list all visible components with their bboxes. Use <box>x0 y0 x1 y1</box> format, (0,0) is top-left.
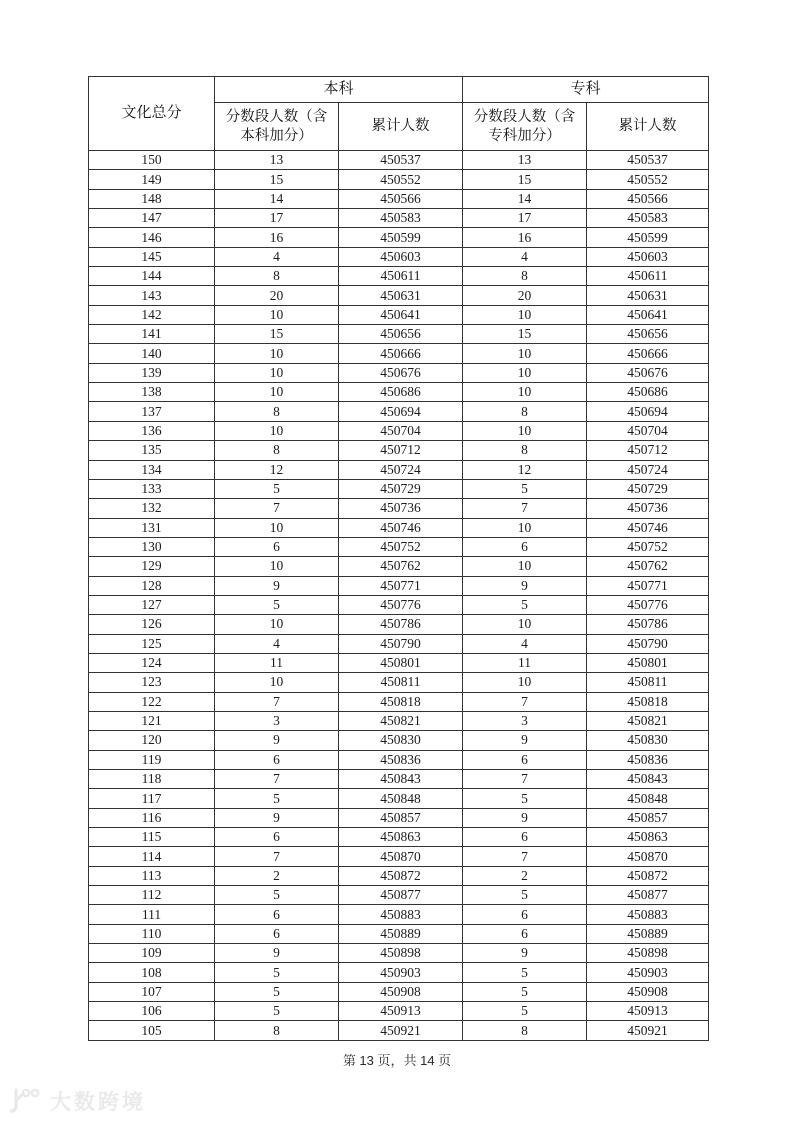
page-number-footer: 第 13 页，共 14 页 <box>342 1053 452 1068</box>
jc-cumulative-cell: 450848 <box>587 789 709 808</box>
table-row <box>89 228 709 247</box>
ug-segment-count-cell: 5 <box>215 963 339 982</box>
table-row <box>89 441 709 460</box>
ug-cumulative-cell: 450676 <box>339 363 463 382</box>
jc-cumulative-cell: 450611 <box>587 267 709 286</box>
jc-cumulative-cell: 450729 <box>587 479 709 498</box>
ug-cumulative-cell: 450762 <box>339 557 463 576</box>
score-cell: 108 <box>89 963 215 982</box>
ug-cumulative-cell: 450877 <box>339 886 463 905</box>
jc-cumulative-cell: 450712 <box>587 441 709 460</box>
ug-segment-count-cell: 6 <box>215 905 339 924</box>
score-cell: 138 <box>89 383 215 402</box>
ug-segment-count-cell: 15 <box>215 325 339 344</box>
ug-cumulative-cell: 450830 <box>339 731 463 750</box>
table-row <box>89 421 709 440</box>
table-row <box>89 944 709 963</box>
score-cell: 131 <box>89 518 215 537</box>
table-row <box>89 286 709 305</box>
ug-cumulative-cell: 450843 <box>339 770 463 789</box>
ug-cumulative-cell: 450921 <box>339 1021 463 1040</box>
ug-segment-count-cell: 13 <box>215 151 339 170</box>
jc-segment-count-cell: 10 <box>463 363 587 382</box>
jc-segment-count-cell: 8 <box>463 402 587 421</box>
score-cell: 128 <box>89 576 215 595</box>
jc-segment-count-cell: 10 <box>463 421 587 440</box>
score-cell: 149 <box>89 170 215 189</box>
ug-segment-count-cell: 16 <box>215 228 339 247</box>
table-row <box>89 595 709 614</box>
ug-segment-count-cell: 4 <box>215 247 339 266</box>
score-cell: 144 <box>89 267 215 286</box>
table-row <box>89 170 709 189</box>
jc-segment-count-cell: 7 <box>463 847 587 866</box>
ug-cumulative-cell: 450898 <box>339 944 463 963</box>
jc-segment-count-cell: 6 <box>463 828 587 847</box>
jc-cumulative-cell: 450790 <box>587 634 709 653</box>
jc-cumulative-cell: 450786 <box>587 615 709 634</box>
table-row <box>89 750 709 769</box>
jc-cumulative-cell: 450752 <box>587 537 709 556</box>
ug-segment-count-cell: 5 <box>215 789 339 808</box>
jc-segment-count-cell: 9 <box>463 731 587 750</box>
jc-cumulative-cell: 450704 <box>587 421 709 440</box>
jc-cumulative-cell: 450686 <box>587 383 709 402</box>
ug-cumulative-cell: 450736 <box>339 499 463 518</box>
ug-cumulative-cell: 450712 <box>339 441 463 460</box>
jc-cumulative-cell: 450872 <box>587 866 709 885</box>
score-cell: 122 <box>89 692 215 711</box>
column-header-total-score: 文化总分 <box>89 77 215 151</box>
score-cell: 127 <box>89 595 215 614</box>
score-cell: 115 <box>89 828 215 847</box>
ug-cumulative-cell: 450686 <box>339 383 463 402</box>
jc-cumulative-cell: 450818 <box>587 692 709 711</box>
jc-cumulative-cell: 450603 <box>587 247 709 266</box>
ug-segment-count-cell: 9 <box>215 576 339 595</box>
ug-segment-count-cell: 7 <box>215 847 339 866</box>
table-row <box>89 828 709 847</box>
jc-segment-count-cell: 16 <box>463 228 587 247</box>
jc-segment-count-cell: 9 <box>463 576 587 595</box>
table-row <box>89 963 709 982</box>
score-cell: 120 <box>89 731 215 750</box>
jc-cumulative-cell: 450666 <box>587 344 709 363</box>
ug-cumulative-cell: 450771 <box>339 576 463 595</box>
jc-segment-count-cell: 4 <box>463 247 587 266</box>
ug-cumulative-cell: 450870 <box>339 847 463 866</box>
score-cell: 126 <box>89 615 215 634</box>
jc-segment-count-cell: 5 <box>463 886 587 905</box>
jc-segment-count-cell: 10 <box>463 673 587 692</box>
jc-cumulative-cell: 450898 <box>587 944 709 963</box>
ug-cumulative-cell: 450818 <box>339 692 463 711</box>
jc-segment-count-cell: 17 <box>463 209 587 228</box>
table-row <box>89 905 709 924</box>
ug-cumulative-cell: 450883 <box>339 905 463 924</box>
ug-segment-count-cell: 5 <box>215 982 339 1001</box>
ug-cumulative-cell: 450903 <box>339 963 463 982</box>
score-cell: 145 <box>89 247 215 266</box>
ug-segment-count-cell: 3 <box>215 711 339 730</box>
table-row <box>89 209 709 228</box>
jc-cumulative-cell: 450599 <box>587 228 709 247</box>
jc-segment-count-cell: 10 <box>463 615 587 634</box>
ug-cumulative-cell: 450583 <box>339 209 463 228</box>
jc-segment-count-cell: 14 <box>463 189 587 208</box>
ug-cumulative-cell: 450552 <box>339 170 463 189</box>
ug-segment-count-cell: 9 <box>215 808 339 827</box>
jc-segment-count-cell: 8 <box>463 1021 587 1040</box>
table-row <box>89 499 709 518</box>
jc-segment-count-cell: 6 <box>463 750 587 769</box>
ug-cumulative-cell: 450848 <box>339 789 463 808</box>
jc-segment-count-cell: 15 <box>463 325 587 344</box>
jc-cumulative-cell: 450724 <box>587 460 709 479</box>
column-header-jc-segment-count: 分数段人数（含专科加分） <box>463 103 587 151</box>
score-cell: 119 <box>89 750 215 769</box>
jc-cumulative-cell: 450811 <box>587 673 709 692</box>
jc-segment-count-cell: 5 <box>463 963 587 982</box>
ug-segment-count-cell: 8 <box>215 441 339 460</box>
table-row <box>89 886 709 905</box>
ug-segment-count-cell: 14 <box>215 189 339 208</box>
score-cell: 112 <box>89 886 215 905</box>
ug-cumulative-cell: 450694 <box>339 402 463 421</box>
score-cell: 141 <box>89 325 215 344</box>
score-cell: 107 <box>89 982 215 1001</box>
jc-segment-count-cell: 5 <box>463 595 587 614</box>
ug-segment-count-cell: 4 <box>215 634 339 653</box>
ug-cumulative-cell: 450857 <box>339 808 463 827</box>
score-cell: 146 <box>89 228 215 247</box>
table-row <box>89 653 709 672</box>
table-row <box>89 460 709 479</box>
jc-cumulative-cell: 450656 <box>587 325 709 344</box>
jc-segment-count-cell: 6 <box>463 924 587 943</box>
ug-cumulative-cell: 450611 <box>339 267 463 286</box>
ug-cumulative-cell: 450836 <box>339 750 463 769</box>
ug-segment-count-cell: 10 <box>215 363 339 382</box>
table-row <box>89 518 709 537</box>
jc-cumulative-cell: 450746 <box>587 518 709 537</box>
jc-cumulative-cell: 450801 <box>587 653 709 672</box>
ug-cumulative-cell: 450863 <box>339 828 463 847</box>
ug-cumulative-cell: 450872 <box>339 866 463 885</box>
jc-cumulative-cell: 450877 <box>587 886 709 905</box>
ug-cumulative-cell: 450537 <box>339 151 463 170</box>
jc-cumulative-cell: 450776 <box>587 595 709 614</box>
ug-segment-count-cell: 9 <box>215 944 339 963</box>
ug-cumulative-cell: 450666 <box>339 344 463 363</box>
jc-segment-count-cell: 9 <box>463 808 587 827</box>
table-row <box>89 479 709 498</box>
ug-cumulative-cell: 450729 <box>339 479 463 498</box>
table-row <box>89 247 709 266</box>
score-cell: 110 <box>89 924 215 943</box>
jc-segment-count-cell: 15 <box>463 170 587 189</box>
jc-cumulative-cell: 450583 <box>587 209 709 228</box>
jc-cumulative-cell: 450676 <box>587 363 709 382</box>
table-header <box>89 77 709 151</box>
table-row <box>89 847 709 866</box>
ug-segment-count-cell: 11 <box>215 653 339 672</box>
table-row <box>89 770 709 789</box>
table-row <box>89 1021 709 1040</box>
jc-segment-count-cell: 10 <box>463 557 587 576</box>
jc-segment-count-cell: 6 <box>463 537 587 556</box>
jc-cumulative-cell: 450537 <box>587 151 709 170</box>
table-row <box>89 866 709 885</box>
jc-segment-count-cell: 8 <box>463 441 587 460</box>
jc-segment-count-cell: 7 <box>463 770 587 789</box>
score-cell: 121 <box>89 711 215 730</box>
jc-segment-count-cell: 3 <box>463 711 587 730</box>
jc-cumulative-cell: 450631 <box>587 286 709 305</box>
table-row <box>89 383 709 402</box>
ug-cumulative-cell: 450599 <box>339 228 463 247</box>
ug-segment-count-cell: 9 <box>215 731 339 750</box>
column-header-ug-cumulative: 累计人数 <box>339 103 463 151</box>
watermark <box>10 1086 146 1116</box>
ug-segment-count-cell: 5 <box>215 1002 339 1021</box>
ug-segment-count-cell: 10 <box>215 421 339 440</box>
ug-segment-count-cell: 6 <box>215 828 339 847</box>
table-row <box>89 363 709 382</box>
ug-segment-count-cell: 10 <box>215 673 339 692</box>
score-cell: 147 <box>89 209 215 228</box>
jc-cumulative-cell: 450857 <box>587 808 709 827</box>
ug-cumulative-cell: 450656 <box>339 325 463 344</box>
table-row <box>89 1002 709 1021</box>
jc-cumulative-cell: 450913 <box>587 1002 709 1021</box>
table-row <box>89 982 709 1001</box>
table-row <box>89 692 709 711</box>
jc-segment-count-cell: 13 <box>463 151 587 170</box>
jc-cumulative-cell: 450552 <box>587 170 709 189</box>
ug-segment-count-cell: 5 <box>215 886 339 905</box>
jc-cumulative-cell: 450908 <box>587 982 709 1001</box>
score-cell: 118 <box>89 770 215 789</box>
jc-segment-count-cell: 8 <box>463 267 587 286</box>
table-row <box>89 344 709 363</box>
jc-cumulative-cell: 450921 <box>587 1021 709 1040</box>
ug-segment-count-cell: 2 <box>215 866 339 885</box>
jc-segment-count-cell: 5 <box>463 982 587 1001</box>
score-cell: 113 <box>89 866 215 885</box>
jc-cumulative-cell: 450836 <box>587 750 709 769</box>
score-cell: 136 <box>89 421 215 440</box>
jc-segment-count-cell: 5 <box>463 479 587 498</box>
ug-segment-count-cell: 6 <box>215 537 339 556</box>
column-group-undergraduate: 本科 <box>215 77 463 103</box>
score-cell: 143 <box>89 286 215 305</box>
jc-cumulative-cell: 450762 <box>587 557 709 576</box>
jc-segment-count-cell: 12 <box>463 460 587 479</box>
score-cell: 114 <box>89 847 215 866</box>
ug-segment-count-cell: 8 <box>215 267 339 286</box>
jc-segment-count-cell: 5 <box>463 789 587 808</box>
ug-cumulative-cell: 450566 <box>339 189 463 208</box>
ug-cumulative-cell: 450889 <box>339 924 463 943</box>
score-cell: 105 <box>89 1021 215 1040</box>
score-distribution-table <box>88 76 709 1041</box>
table-row <box>89 402 709 421</box>
score-cell: 137 <box>89 402 215 421</box>
score-cell: 140 <box>89 344 215 363</box>
header-group-row <box>89 77 709 103</box>
jc-cumulative-cell: 450566 <box>587 189 709 208</box>
table-row <box>89 267 709 286</box>
ug-segment-count-cell: 7 <box>215 770 339 789</box>
ug-cumulative-cell: 450811 <box>339 673 463 692</box>
jc-segment-count-cell: 20 <box>463 286 587 305</box>
score-cell: 148 <box>89 189 215 208</box>
score-cell: 139 <box>89 363 215 382</box>
score-cell: 116 <box>89 808 215 827</box>
ug-segment-count-cell: 12 <box>215 460 339 479</box>
ug-segment-count-cell: 20 <box>215 286 339 305</box>
ug-cumulative-cell: 450821 <box>339 711 463 730</box>
jc-segment-count-cell: 5 <box>463 1002 587 1021</box>
score-cell: 109 <box>89 944 215 963</box>
column-group-junior-college: 专科 <box>463 77 709 103</box>
jc-segment-count-cell: 11 <box>463 653 587 672</box>
jc-cumulative-cell: 450870 <box>587 847 709 866</box>
jc-cumulative-cell: 450821 <box>587 711 709 730</box>
ug-segment-count-cell: 10 <box>215 383 339 402</box>
table-row <box>89 305 709 324</box>
score-cell: 150 <box>89 151 215 170</box>
watermark-logo-icon <box>10 1088 44 1114</box>
table-row <box>89 731 709 750</box>
score-cell: 123 <box>89 673 215 692</box>
score-cell: 130 <box>89 537 215 556</box>
jc-cumulative-cell: 450903 <box>587 963 709 982</box>
column-header-jc-cumulative: 累计人数 <box>587 103 709 151</box>
ug-segment-count-cell: 5 <box>215 479 339 498</box>
jc-segment-count-cell: 6 <box>463 905 587 924</box>
ug-cumulative-cell: 450631 <box>339 286 463 305</box>
ug-cumulative-cell: 450801 <box>339 653 463 672</box>
ug-segment-count-cell: 7 <box>215 499 339 518</box>
ug-cumulative-cell: 450776 <box>339 595 463 614</box>
ug-segment-count-cell: 10 <box>215 344 339 363</box>
table-row <box>89 634 709 653</box>
jc-segment-count-cell: 9 <box>463 944 587 963</box>
score-cell: 134 <box>89 460 215 479</box>
ug-segment-count-cell: 6 <box>215 750 339 769</box>
watermark-text: 大数跨境 <box>50 1091 146 1114</box>
score-cell: 117 <box>89 789 215 808</box>
jc-segment-count-cell: 7 <box>463 692 587 711</box>
score-cell: 129 <box>89 557 215 576</box>
ug-segment-count-cell: 10 <box>215 518 339 537</box>
ug-segment-count-cell: 10 <box>215 557 339 576</box>
jc-segment-count-cell: 2 <box>463 866 587 885</box>
jc-cumulative-cell: 450641 <box>587 305 709 324</box>
score-cell: 132 <box>89 499 215 518</box>
jc-segment-count-cell: 10 <box>463 344 587 363</box>
jc-segment-count-cell: 10 <box>463 383 587 402</box>
ug-cumulative-cell: 450603 <box>339 247 463 266</box>
score-table-body <box>89 151 709 1041</box>
table-row <box>89 189 709 208</box>
ug-cumulative-cell: 450752 <box>339 537 463 556</box>
ug-cumulative-cell: 450913 <box>339 1002 463 1021</box>
ug-cumulative-cell: 450724 <box>339 460 463 479</box>
jc-segment-count-cell: 4 <box>463 634 587 653</box>
score-cell: 111 <box>89 905 215 924</box>
ug-cumulative-cell: 450786 <box>339 615 463 634</box>
jc-cumulative-cell: 450736 <box>587 499 709 518</box>
ug-segment-count-cell: 6 <box>215 924 339 943</box>
score-cell: 124 <box>89 653 215 672</box>
column-header-ug-segment-count: 分数段人数（含本科加分） <box>215 103 339 151</box>
jc-segment-count-cell: 7 <box>463 499 587 518</box>
table-row <box>89 789 709 808</box>
ug-cumulative-cell: 450908 <box>339 982 463 1001</box>
score-cell: 142 <box>89 305 215 324</box>
table-row <box>89 808 709 827</box>
score-cell: 125 <box>89 634 215 653</box>
jc-segment-count-cell: 10 <box>463 518 587 537</box>
jc-cumulative-cell: 450830 <box>587 731 709 750</box>
table-row <box>89 537 709 556</box>
ug-segment-count-cell: 8 <box>215 1021 339 1040</box>
jc-cumulative-cell: 450694 <box>587 402 709 421</box>
ug-segment-count-cell: 15 <box>215 170 339 189</box>
ug-cumulative-cell: 450704 <box>339 421 463 440</box>
ug-cumulative-cell: 450746 <box>339 518 463 537</box>
jc-cumulative-cell: 450863 <box>587 828 709 847</box>
ug-segment-count-cell: 17 <box>215 209 339 228</box>
table-row <box>89 924 709 943</box>
jc-cumulative-cell: 450883 <box>587 905 709 924</box>
jc-cumulative-cell: 450843 <box>587 770 709 789</box>
score-cell: 106 <box>89 1002 215 1021</box>
table-row <box>89 576 709 595</box>
table-row <box>89 673 709 692</box>
jc-cumulative-cell: 450889 <box>587 924 709 943</box>
jc-cumulative-cell: 450771 <box>587 576 709 595</box>
ug-segment-count-cell: 10 <box>215 305 339 324</box>
ug-segment-count-cell: 10 <box>215 615 339 634</box>
table-row <box>89 557 709 576</box>
ug-segment-count-cell: 8 <box>215 402 339 421</box>
table-row <box>89 615 709 634</box>
table-row <box>89 325 709 344</box>
score-cell: 135 <box>89 441 215 460</box>
ug-cumulative-cell: 450641 <box>339 305 463 324</box>
table-row <box>89 151 709 170</box>
table-row <box>89 711 709 730</box>
score-cell: 133 <box>89 479 215 498</box>
jc-segment-count-cell: 10 <box>463 305 587 324</box>
ug-segment-count-cell: 5 <box>215 595 339 614</box>
ug-segment-count-cell: 7 <box>215 692 339 711</box>
ug-cumulative-cell: 450790 <box>339 634 463 653</box>
